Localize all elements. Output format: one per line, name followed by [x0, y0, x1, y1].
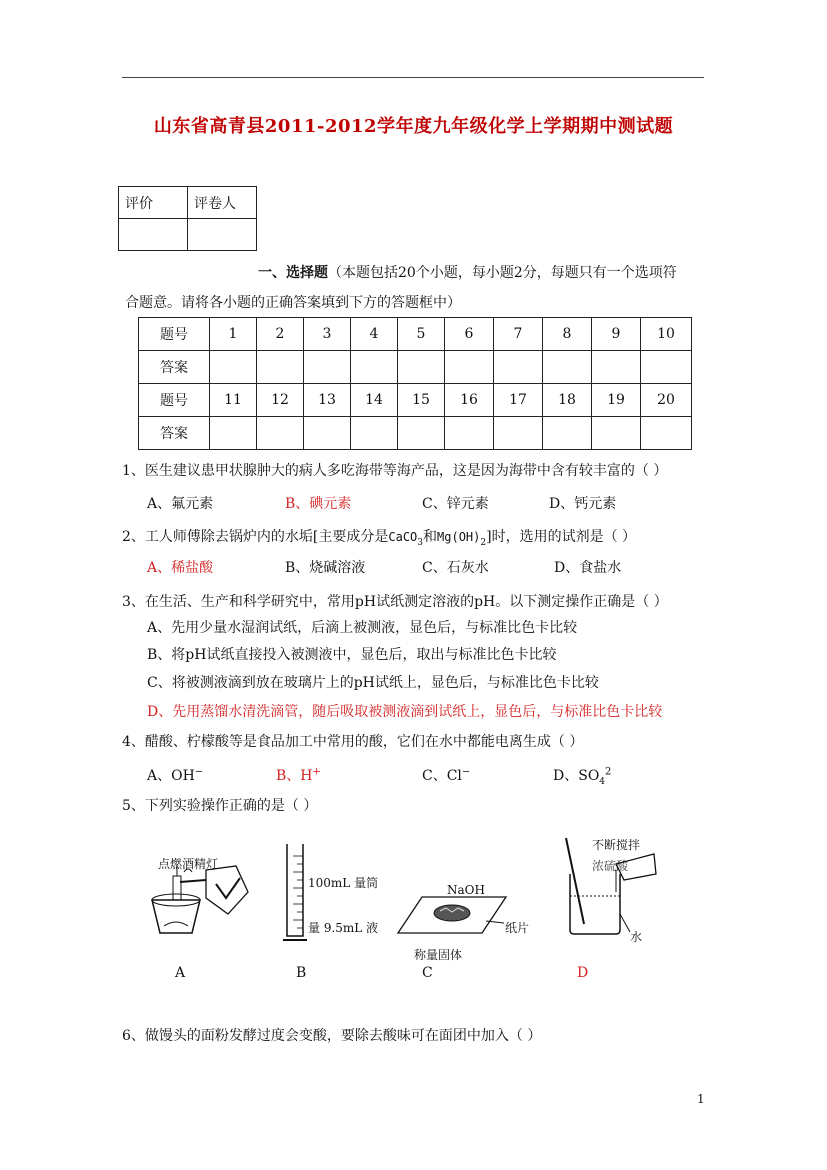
- question-number-cell: 17: [494, 384, 543, 417]
- q1-stem: 1、医生建议患甲状腺肿大的病人多吃海带等海产品，这是因为海带中含有较丰富的（ ）: [122, 463, 668, 479]
- q2-stem: [122, 526, 636, 548]
- q4-d-sub: 4: [599, 776, 606, 787]
- fig-d-dilution-diagram: [556, 834, 666, 944]
- grade-label: 评价: [119, 187, 188, 219]
- q4-option-c: [422, 765, 470, 785]
- q3-option-a: A、先用少量水湿润试纸，后滴上被测液，显色后，与标准比色卡比较: [147, 620, 578, 636]
- q3-option-b: B、将pH试纸直接投入被测液中，显色后，取出与标准比色卡比较: [147, 647, 557, 663]
- row-label-q: 题号: [139, 384, 210, 417]
- q2-caco3-sub: 3: [417, 537, 424, 548]
- q4-a-text: A、OH: [147, 768, 195, 784]
- section-desc-2: 合题意。请将各小题的正确答案填到下方的答题框中）: [125, 295, 461, 311]
- fig-d-caption-1: 不断搅拌: [592, 838, 641, 852]
- q2-stem-pre: 2、工人师傅除去锅炉内的水垢[主要成分是: [122, 529, 389, 545]
- question-number-cell: 3: [304, 318, 351, 351]
- fig-b-caption-2: 量 9.5mL 液: [308, 921, 379, 935]
- answer-cell[interactable]: [592, 417, 641, 450]
- answer-cell[interactable]: [257, 417, 304, 450]
- answer-cell[interactable]: [398, 417, 445, 450]
- q4-option-a: [147, 765, 203, 785]
- q6-stem: 6、做馒头的面粉发酵过度会变酸，要除去酸味可在面团中加入（ ）: [122, 1028, 542, 1044]
- q4-b-sup: +: [312, 766, 321, 778]
- fig-label-d: D: [577, 965, 589, 981]
- fig-b-graduated-cylinder-diagram: [281, 842, 309, 946]
- q4-d-sup: 2: [605, 766, 612, 778]
- fig-a-caption: 点燃酒精灯: [158, 857, 219, 871]
- fig-label-b: B: [296, 965, 307, 981]
- question-number-cell: 18: [543, 384, 592, 417]
- question-number-cell: 10: [641, 318, 692, 351]
- question-number-cell: 15: [398, 384, 445, 417]
- question-number-cell: 4: [351, 318, 398, 351]
- q1-option-a: A、氟元素: [147, 496, 214, 512]
- q2-option-d: D、食盐水: [554, 560, 622, 576]
- q4-c-sup: −: [461, 766, 471, 778]
- question-number-cell: 6: [445, 318, 494, 351]
- answer-cell[interactable]: [304, 417, 351, 450]
- q4-b-text: B、H: [276, 768, 313, 784]
- q2-stem-post: ]时，选用的试剂是（ ）: [486, 529, 637, 545]
- answer-cell[interactable]: [398, 351, 445, 384]
- question-number-cell: 11: [210, 384, 257, 417]
- q2-caco3: CaCO: [388, 530, 418, 544]
- answer-cell[interactable]: [210, 417, 257, 450]
- answer-cell[interactable]: [445, 351, 494, 384]
- question-number-cell: 7: [494, 318, 543, 351]
- answer-cell[interactable]: [351, 351, 398, 384]
- answer-table: [138, 317, 692, 450]
- answer-cell[interactable]: [592, 351, 641, 384]
- q2-mgoh: Mg(OH): [437, 530, 481, 544]
- q1-option-d: D、钙元素: [549, 496, 617, 512]
- question-number-cell: 20: [641, 384, 692, 417]
- q5-stem: 5、下列实验操作正确的是（ ）: [122, 798, 318, 814]
- q1-option-c: C、锌元素: [422, 496, 489, 512]
- question-number-cell: 2: [257, 318, 304, 351]
- section-heading-line: [258, 262, 677, 282]
- fig-c-caption-2: 纸片: [505, 921, 530, 935]
- question-number-cell: 14: [351, 384, 398, 417]
- grader-cell[interactable]: [188, 219, 257, 251]
- question-number-cell: 19: [592, 384, 641, 417]
- q2-option-c: C、石灰水: [422, 560, 489, 576]
- q3-option-c: C、将被测液滴到放在玻璃片上的pH试纸上，显色后，与标准比色卡比较: [147, 675, 599, 691]
- answer-cell[interactable]: [494, 417, 543, 450]
- fig-c-weighing-paper-diagram: [396, 893, 508, 937]
- section-desc-1: （本题包括20个小题，每小题2分，每题只有一个选项符: [328, 265, 677, 281]
- answer-cell[interactable]: [445, 417, 494, 450]
- row-label-a: 答案: [139, 351, 210, 384]
- answer-cell[interactable]: [257, 351, 304, 384]
- page-title: 山东省高青县2011-2012学年度九年级化学上学期期中测试题: [153, 116, 674, 137]
- q3-option-d: D、先用蒸馏水清洗滴管，随后吸取被测液滴到试纸上，显色后，与标准比色卡比较: [147, 704, 663, 720]
- q4-option-b: [276, 765, 321, 785]
- question-number-cell: 9: [592, 318, 641, 351]
- answer-cell[interactable]: [210, 351, 257, 384]
- q2-option-b: B、烧碱溶液: [285, 560, 366, 576]
- fig-label-c: C: [422, 965, 433, 981]
- question-number-cell: 16: [445, 384, 494, 417]
- fig-d-caption-3: 水: [630, 930, 643, 944]
- row-label-q: 题号: [139, 318, 210, 351]
- q2-mgoh-sub: 2: [480, 537, 487, 548]
- header-rule: [122, 77, 704, 78]
- grade-cell[interactable]: [119, 219, 188, 251]
- page-number: 1: [697, 1092, 705, 1106]
- row-label-a: 答案: [139, 417, 210, 450]
- answer-cell[interactable]: [304, 351, 351, 384]
- q3-stem: 3、在生活、生产和科学研究中，常用pH试纸测定溶液的pH。以下测定操作正确是（ ）: [122, 594, 668, 610]
- question-number-cell: 1: [210, 318, 257, 351]
- q4-a-sup: −: [194, 766, 204, 778]
- q2-option-a: A、稀盐酸: [147, 560, 214, 576]
- section-heading: 一、选择题: [258, 265, 328, 281]
- answer-cell[interactable]: [351, 417, 398, 450]
- fig-b-caption-1: 100mL 量筒: [308, 876, 379, 890]
- fig-a-alcohol-lamp-diagram: [140, 858, 255, 948]
- question-number-cell: 12: [257, 384, 304, 417]
- q4-stem: 4、醋酸、柠檬酸等是食品加工中常用的酸，它们在水中都能电离生成（ ）: [122, 734, 584, 750]
- q4-d-text: D、SO: [553, 768, 600, 784]
- question-number-cell: 8: [543, 318, 592, 351]
- fig-c-caption-1: NaOH: [447, 883, 485, 897]
- fig-label-a: A: [175, 965, 186, 981]
- q4-c-text: C、Cl: [422, 768, 462, 784]
- q2-and: 和: [423, 529, 438, 545]
- fig-c-caption-3: 称量固体: [414, 948, 463, 962]
- question-number-cell: 5: [398, 318, 445, 351]
- grade-box: [118, 186, 257, 251]
- fig-d-caption-2: 浓硫酸: [592, 859, 629, 873]
- answer-cell[interactable]: [494, 351, 543, 384]
- question-number-cell: 13: [304, 384, 351, 417]
- answer-cell[interactable]: [543, 417, 592, 450]
- grader-label: 评卷人: [188, 187, 257, 219]
- answer-cell[interactable]: [641, 351, 692, 384]
- q4-option-d: [553, 765, 611, 787]
- answer-cell[interactable]: [641, 417, 692, 450]
- answer-cell[interactable]: [543, 351, 592, 384]
- q1-option-b: B、碘元素: [285, 496, 352, 512]
